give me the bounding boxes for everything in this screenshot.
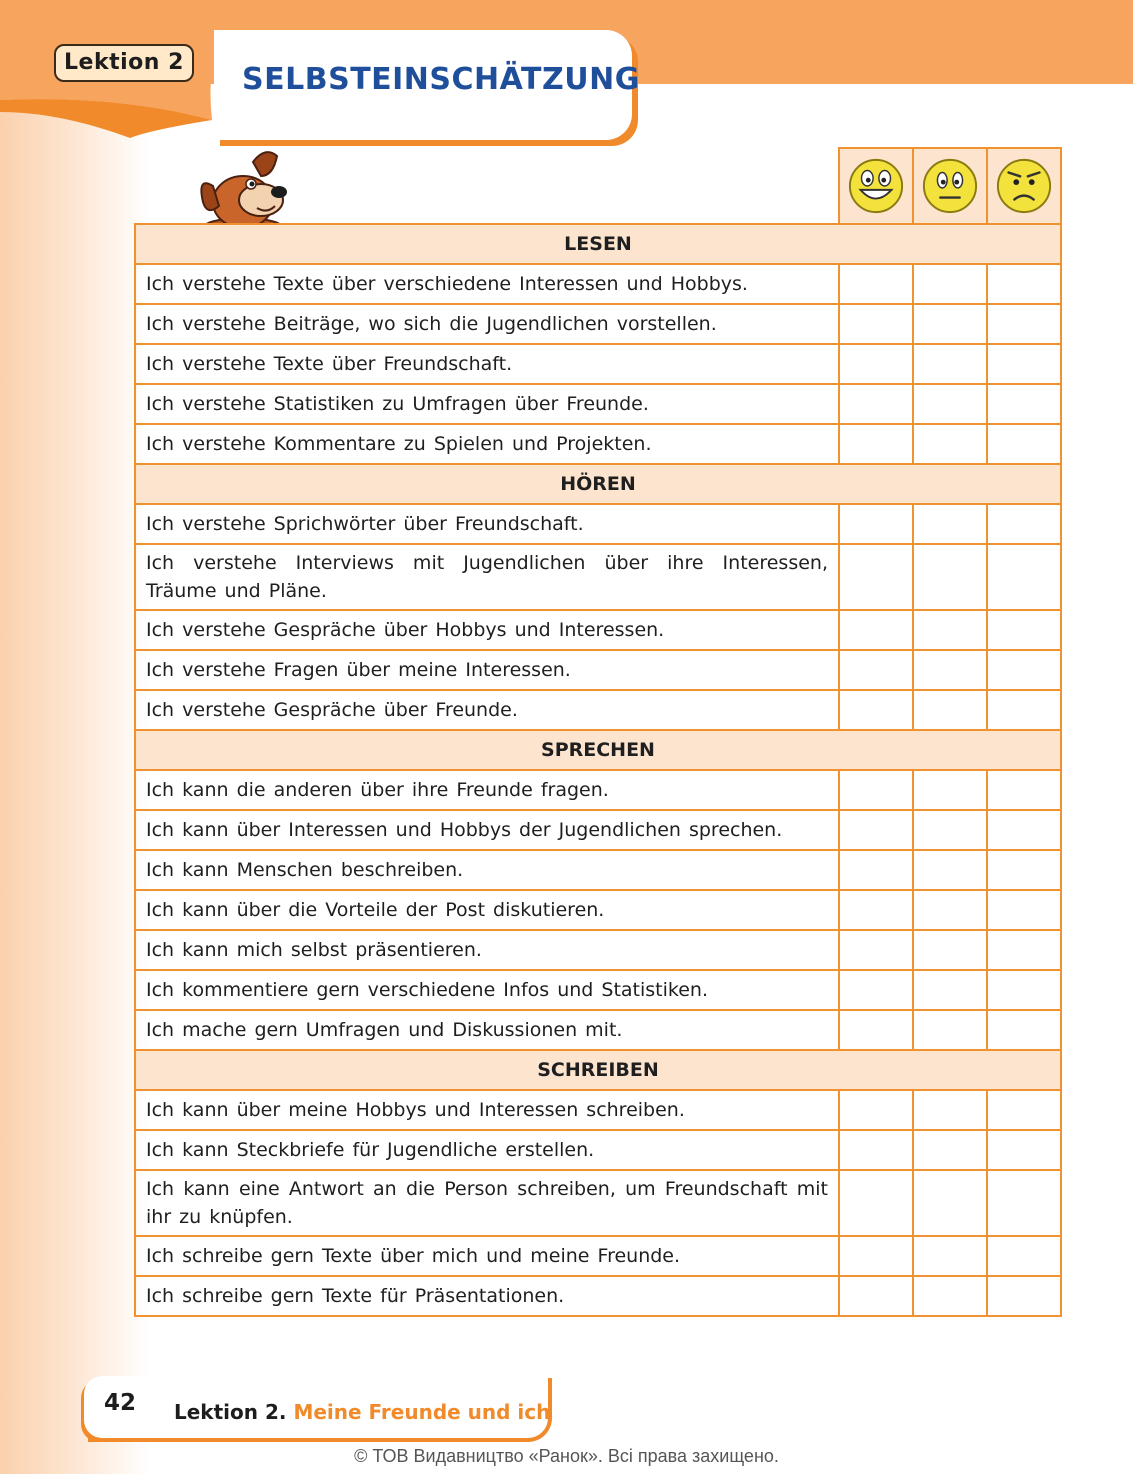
rating-box-unhappy[interactable]: [987, 304, 1061, 344]
table-row: [135, 344, 1061, 384]
rating-header-row: [135, 148, 1061, 224]
page-title: SELBSTEINSCHÄTZUNG: [242, 62, 640, 97]
section-header-row: [135, 730, 1061, 770]
rating-box-happy[interactable]: [839, 504, 913, 544]
section-title: LESEN: [135, 224, 1061, 264]
rating-box-neutral[interactable]: [913, 304, 987, 344]
rating-box-neutral[interactable]: [913, 650, 987, 690]
self-assessment-table: [134, 147, 1062, 1317]
statement-text: Ich schreibe gern Texte über mich und meine Freunde.: [135, 1236, 839, 1276]
rating-box-unhappy[interactable]: [987, 1236, 1061, 1276]
statement-text: Ich kann über meine Hobbys und Interessen schreiben.: [135, 1090, 839, 1130]
statement-text: Ich kann mich selbst präsentieren.: [135, 930, 839, 970]
statement-text: Ich verstehe Gespräche über Freunde.: [135, 690, 839, 730]
footer-lesson-title: [174, 1400, 550, 1424]
statement-text: Ich schreibe gern Texte für Präsentationen.: [135, 1276, 839, 1316]
rating-box-unhappy[interactable]: [987, 1090, 1061, 1130]
rating-box-happy[interactable]: [839, 344, 913, 384]
neutral-face-icon: [921, 157, 979, 215]
rating-box-happy[interactable]: [839, 930, 913, 970]
rating-box-unhappy[interactable]: [987, 544, 1061, 610]
table-row: [135, 264, 1061, 304]
rating-box-unhappy[interactable]: [987, 1276, 1061, 1316]
rating-box-happy[interactable]: [839, 384, 913, 424]
table-row: [135, 690, 1061, 730]
rating-box-unhappy[interactable]: [987, 610, 1061, 650]
rating-box-neutral[interactable]: [913, 1236, 987, 1276]
rating-box-unhappy[interactable]: [987, 1010, 1061, 1050]
rating-box-happy[interactable]: [839, 650, 913, 690]
statement-text: Ich kann eine Antwort an die Person schreiben, um Freundschaft mit ihr zu knüpfen.: [135, 1170, 839, 1236]
rating-neutral: [913, 148, 987, 224]
left-decor-band: [0, 0, 150, 1474]
statement-text: Ich kann über Interessen und Hobbys der Jugendlichen sprechen.: [135, 810, 839, 850]
lesson-badge: Lektion 2: [54, 44, 194, 82]
table-row: [135, 1090, 1061, 1130]
rating-happy: [839, 148, 913, 224]
rating-box-neutral[interactable]: [913, 930, 987, 970]
statement-text: Ich verstehe Statistiken zu Umfragen über Freunde.: [135, 384, 839, 424]
table-row: [135, 770, 1061, 810]
statement-text: Ich verstehe Beiträge, wo sich die Jugendlichen vorstellen.: [135, 304, 839, 344]
rating-box-happy[interactable]: [839, 1170, 913, 1236]
table-row: [135, 850, 1061, 890]
statement-text: Ich kann Steckbriefe für Jugendliche erstellen.: [135, 1130, 839, 1170]
table-row: [135, 424, 1061, 464]
rating-box-unhappy[interactable]: [987, 690, 1061, 730]
section-title: SCHREIBEN: [135, 1050, 1061, 1090]
rating-box-unhappy[interactable]: [987, 384, 1061, 424]
rating-box-neutral[interactable]: [913, 1170, 987, 1236]
table-row: [135, 1170, 1061, 1236]
rating-box-unhappy[interactable]: [987, 264, 1061, 304]
rating-box-unhappy[interactable]: [987, 424, 1061, 464]
statement-text: Ich verstehe Fragen über meine Interessen.: [135, 650, 839, 690]
table-row: [135, 1276, 1061, 1316]
table-row: [135, 890, 1061, 930]
table-row: [135, 384, 1061, 424]
rating-box-happy[interactable]: [839, 850, 913, 890]
rating-box-happy[interactable]: [839, 304, 913, 344]
page-number: 42: [104, 1390, 137, 1416]
table-row: [135, 504, 1061, 544]
rating-box-neutral[interactable]: [913, 1130, 987, 1170]
rating-box-happy[interactable]: [839, 424, 913, 464]
section-title: HÖREN: [135, 464, 1061, 504]
copyright-notice: © ТОВ Видавництво «Ранок». Всі права захищено.: [354, 1446, 779, 1466]
section-header-row: [135, 464, 1061, 504]
rating-box-neutral[interactable]: [913, 504, 987, 544]
rating-box-happy[interactable]: [839, 1010, 913, 1050]
rating-box-unhappy[interactable]: [987, 504, 1061, 544]
table-row: [135, 1130, 1061, 1170]
rating-box-happy[interactable]: [839, 810, 913, 850]
rating-box-neutral[interactable]: [913, 850, 987, 890]
rating-box-unhappy[interactable]: [987, 1130, 1061, 1170]
statement-text: Ich verstehe Texte über Freundschaft.: [135, 344, 839, 384]
rating-box-unhappy[interactable]: [987, 344, 1061, 384]
statement-text: Ich verstehe Gespräche über Hobbys und Interessen.: [135, 610, 839, 650]
statement-text: Ich verstehe Interviews mit Jugendlichen über ihre Interessen, Träume und Pläne.: [135, 544, 839, 610]
rating-box-happy[interactable]: [839, 770, 913, 810]
rating-box-unhappy[interactable]: [987, 930, 1061, 970]
rating-box-happy[interactable]: [839, 970, 913, 1010]
rating-box-neutral[interactable]: [913, 384, 987, 424]
section-header-row: [135, 224, 1061, 264]
rating-box-happy[interactable]: [839, 610, 913, 650]
table-row: [135, 930, 1061, 970]
rating-box-neutral[interactable]: [913, 424, 987, 464]
rating-box-unhappy[interactable]: [987, 970, 1061, 1010]
rating-box-unhappy[interactable]: [987, 810, 1061, 850]
rating-box-neutral[interactable]: [913, 810, 987, 850]
statement-text: Ich kann die anderen über ihre Freunde fragen.: [135, 770, 839, 810]
table-row: [135, 544, 1061, 610]
statement-text: Ich verstehe Kommentare zu Spielen und Projekten.: [135, 424, 839, 464]
unhappy-face-icon: [995, 157, 1053, 215]
rating-box-neutral[interactable]: [913, 1276, 987, 1316]
table-row: [135, 970, 1061, 1010]
rating-box-neutral[interactable]: [913, 890, 987, 930]
statement-text: Ich verstehe Sprichwörter über Freundschaft.: [135, 504, 839, 544]
rating-box-unhappy[interactable]: [987, 890, 1061, 930]
section-title: SPRECHEN: [135, 730, 1061, 770]
statement-text: Ich kommentiere gern verschiedene Infos und Statistiken.: [135, 970, 839, 1010]
statement-text: Ich verstehe Texte über verschiedene Interessen und Hobbys.: [135, 264, 839, 304]
table-row: [135, 304, 1061, 344]
rating-box-neutral[interactable]: [913, 970, 987, 1010]
rating-box-neutral[interactable]: [913, 264, 987, 304]
table-row: [135, 1010, 1061, 1050]
rating-box-happy[interactable]: [839, 1090, 913, 1130]
rating-box-neutral[interactable]: [913, 690, 987, 730]
statement-text: Ich kann über die Vorteile der Post diskutieren.: [135, 890, 839, 930]
footer-lesson-topic: Meine Freunde und ich: [293, 1400, 551, 1424]
rating-box-unhappy[interactable]: [987, 850, 1061, 890]
rating-box-neutral[interactable]: [913, 770, 987, 810]
rating-box-happy[interactable]: [839, 544, 913, 610]
rating-box-neutral[interactable]: [913, 610, 987, 650]
rating-box-unhappy[interactable]: [987, 1170, 1061, 1236]
rating-box-happy[interactable]: [839, 1236, 913, 1276]
rating-box-happy[interactable]: [839, 264, 913, 304]
rating-box-happy[interactable]: [839, 1276, 913, 1316]
rating-box-happy[interactable]: [839, 1130, 913, 1170]
happy-face-icon: [847, 157, 905, 215]
footer-lesson-label: Lektion 2.: [174, 1400, 287, 1424]
rating-box-neutral[interactable]: [913, 1010, 987, 1050]
rating-unhappy: [987, 148, 1061, 224]
table-row: [135, 650, 1061, 690]
rating-box-neutral[interactable]: [913, 344, 987, 384]
section-header-row: [135, 1050, 1061, 1090]
rating-box-unhappy[interactable]: [987, 650, 1061, 690]
rating-box-happy[interactable]: [839, 890, 913, 930]
statement-text: Ich mache gern Umfragen und Diskussionen mit.: [135, 1010, 839, 1050]
rating-box-neutral[interactable]: [913, 1090, 987, 1130]
rating-box-happy[interactable]: [839, 690, 913, 730]
statement-text: Ich kann Menschen beschreiben.: [135, 850, 839, 890]
rating-box-unhappy[interactable]: [987, 770, 1061, 810]
table-row: [135, 1236, 1061, 1276]
rating-box-neutral[interactable]: [913, 544, 987, 610]
table-row: [135, 810, 1061, 850]
table-row: [135, 610, 1061, 650]
